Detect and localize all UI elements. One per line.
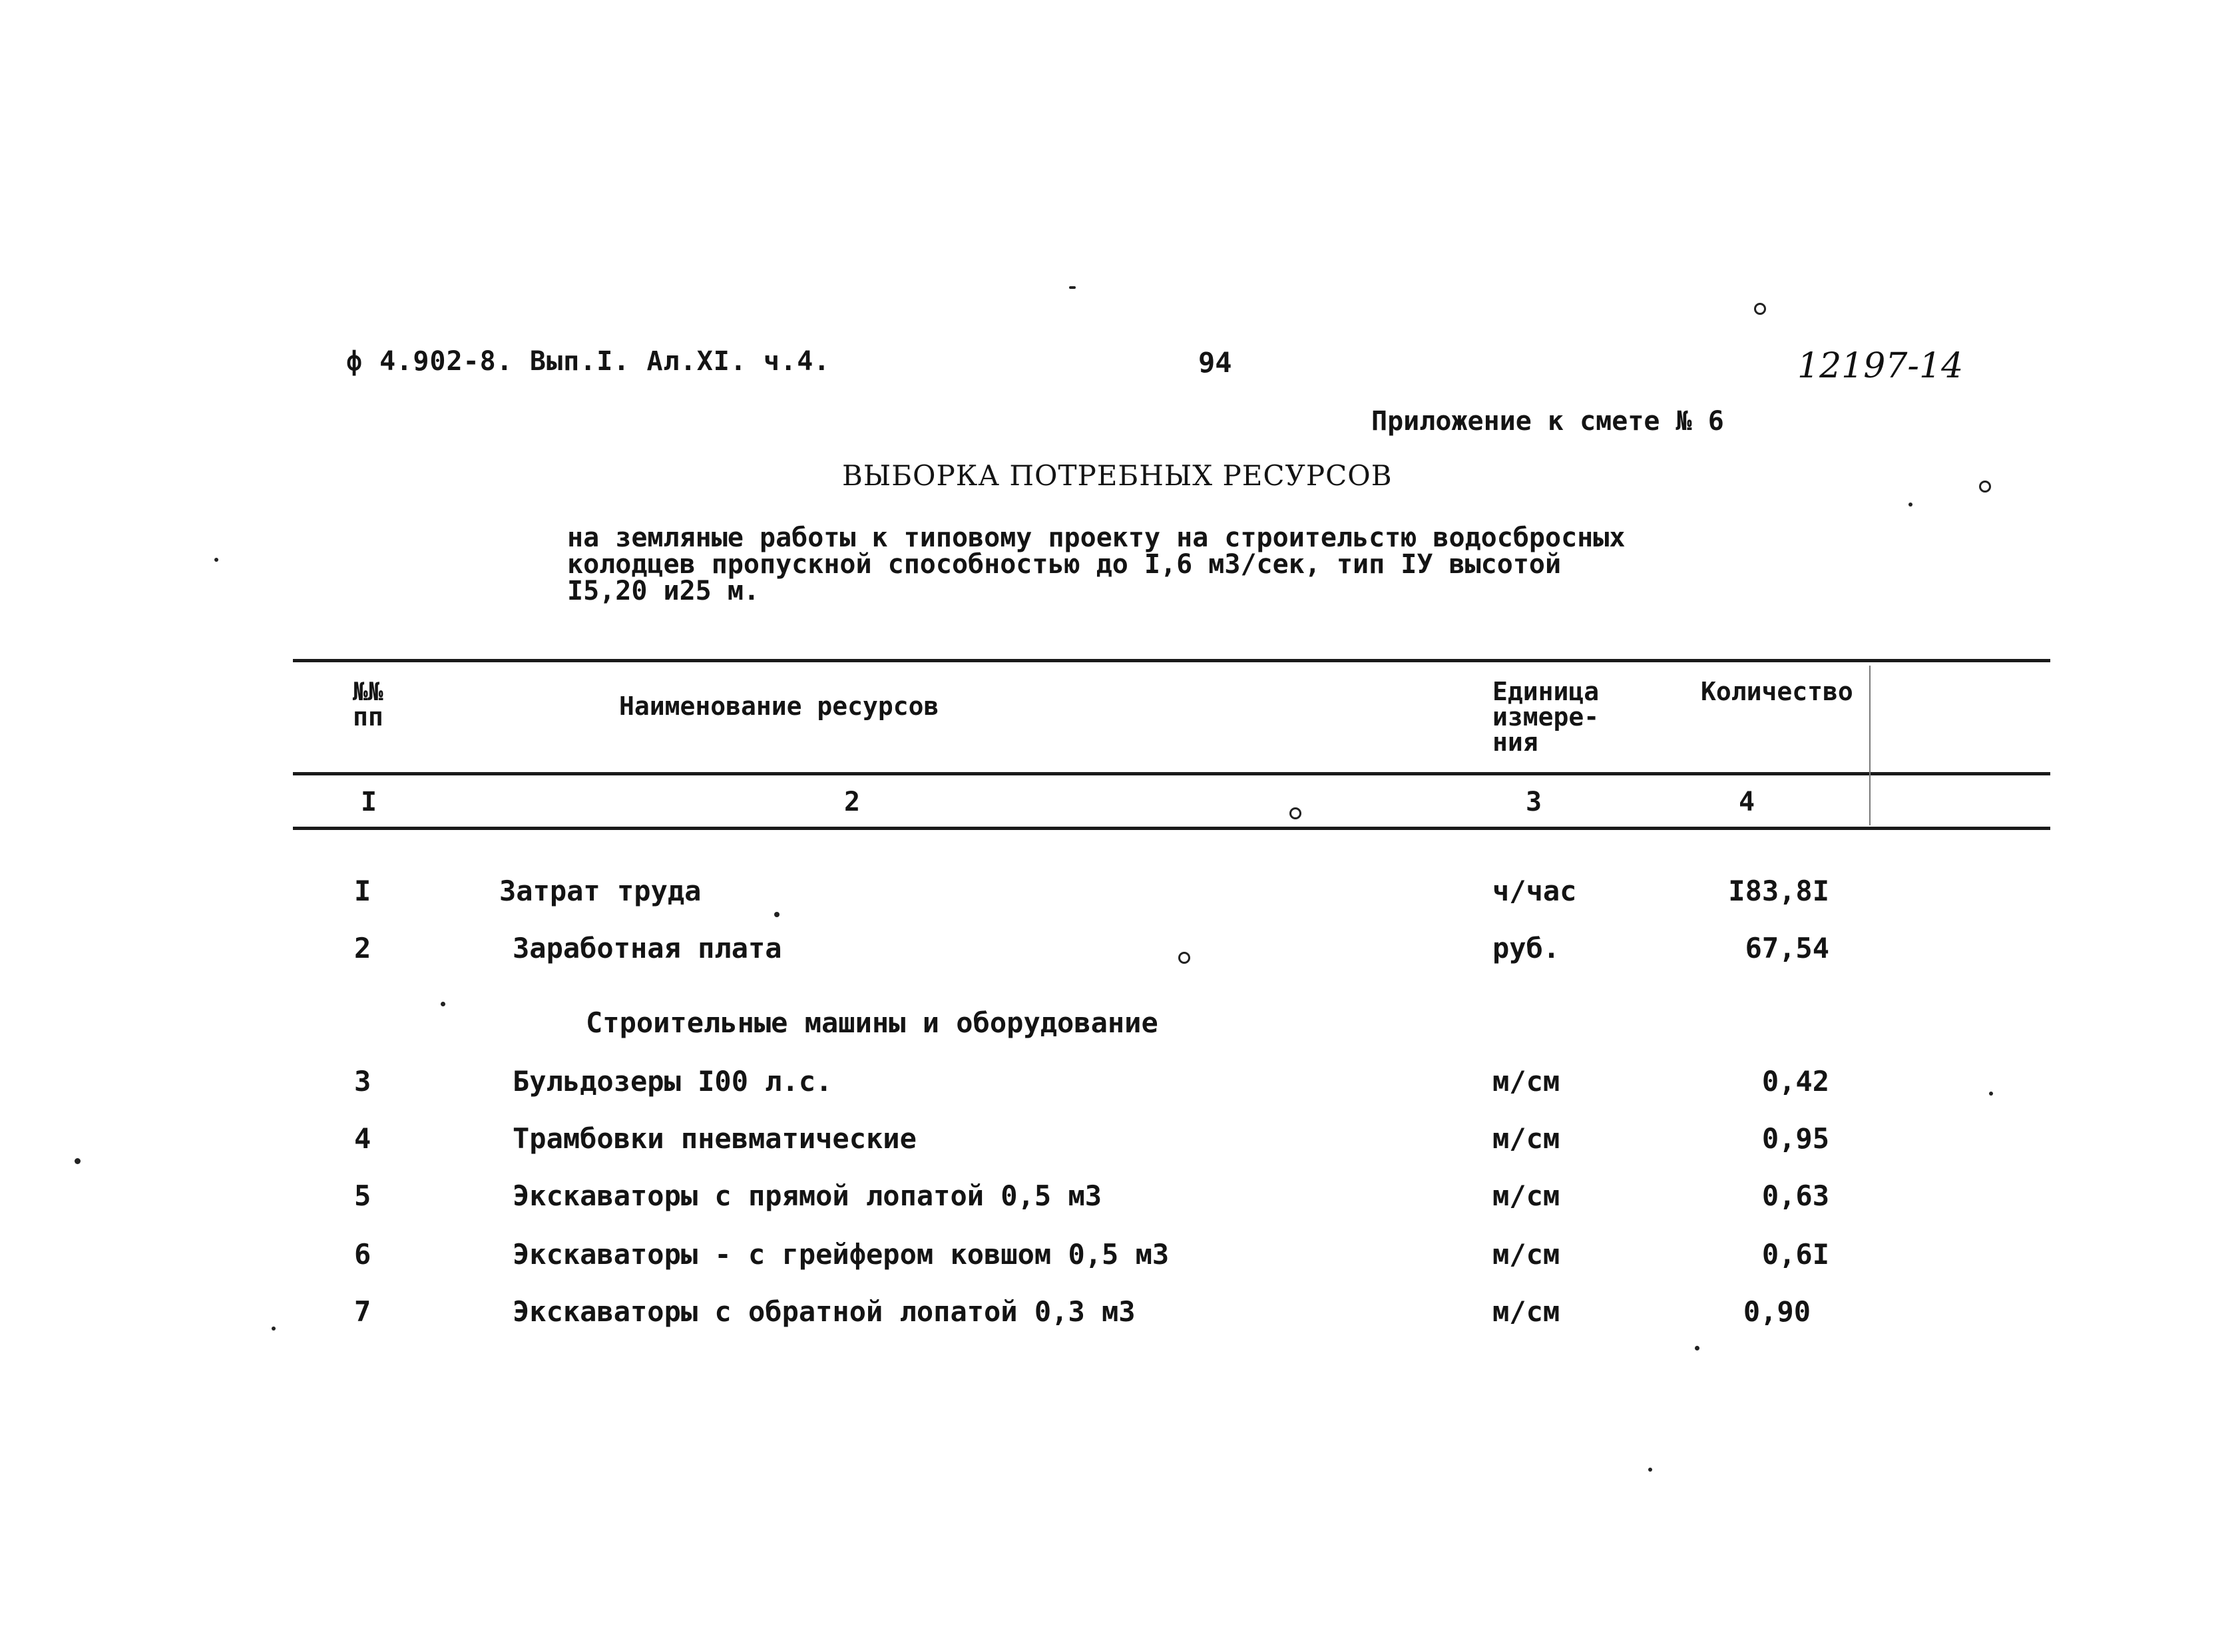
scan-speck <box>441 1002 445 1006</box>
row-5-quantity: 0,63 <box>1761 1179 1829 1212</box>
document-subtitle: на земляные работы к типовому проекту на строительстю водосбросных колодцев пропускной способностью до I,6 м3/сек, тип IУ высотой I5,20 и25 м. <box>567 522 1626 606</box>
scan-speck <box>75 1158 81 1164</box>
page-number: 94 <box>1198 346 1232 379</box>
row-4-number: 4 <box>354 1122 371 1155</box>
row-1-name: Затрат труда <box>499 875 702 907</box>
column-header-unit: Единица измере- ния <box>1492 677 1600 757</box>
row-3-name: Бульдозеры I00 л.с. <box>513 1065 833 1098</box>
row-7-quantity: 0,90 <box>1743 1295 1811 1328</box>
row-1-number: I <box>354 875 371 907</box>
row-5-name: Экскаваторы с прямой лопатой 0,5 м3 <box>513 1179 1102 1212</box>
row-2-name: Заработная плата <box>513 932 782 964</box>
document-reference: ф 4.902-8. Вып.I. Ал.XI. ч.4. <box>346 346 831 377</box>
row-1-quantity: I83,8I <box>1728 875 1829 907</box>
scan-speck <box>1289 807 1301 819</box>
column-header-name: Наименование ресурсов <box>619 692 939 721</box>
section-heading: Строительные машины и оборудование <box>586 1006 1158 1039</box>
scan-speck <box>1178 952 1190 964</box>
row-4-name: Трамбовки пневматические <box>513 1122 917 1155</box>
appendix-label: Приложение к смете № 6 <box>1371 406 1724 437</box>
scan-speck <box>1069 286 1076 289</box>
row-5-number: 5 <box>354 1179 371 1212</box>
scan-speck <box>1648 1468 1652 1472</box>
table-top-rule <box>293 659 2050 662</box>
scan-speck <box>774 912 780 917</box>
row-7-name: Экскаваторы с обратной лопатой 0,3 м3 <box>513 1295 1136 1328</box>
row-6-number: 6 <box>354 1238 371 1271</box>
table-right-separator <box>1869 666 1871 825</box>
column-number-4: 4 <box>1739 787 1755 817</box>
row-7-unit: м/см <box>1492 1295 1560 1328</box>
scan-speck <box>1695 1346 1699 1350</box>
column-header-number: №№ пп <box>353 677 383 731</box>
column-header-quantity: Количество <box>1701 677 1853 706</box>
column-number-1: I <box>361 787 377 817</box>
row-3-unit: м/см <box>1492 1065 1560 1098</box>
column-number-3: 3 <box>1526 787 1542 817</box>
row-5-unit: м/см <box>1492 1179 1560 1212</box>
row-3-quantity: 0,42 <box>1761 1065 1829 1098</box>
row-4-unit: м/см <box>1492 1122 1560 1155</box>
row-2-quantity: 67,54 <box>1745 932 1829 964</box>
row-4-quantity: 0,95 <box>1761 1122 1829 1155</box>
scan-speck <box>1989 1092 1993 1096</box>
row-3-number: 3 <box>354 1065 371 1098</box>
row-2-number: 2 <box>354 932 371 964</box>
row-6-unit: м/см <box>1492 1238 1560 1271</box>
row-2-unit: руб. <box>1492 932 1560 964</box>
scan-speck <box>1754 303 1766 315</box>
scan-speck <box>1979 481 1991 493</box>
handwritten-stamp: 12197-14 <box>1797 346 1964 386</box>
document-title: ВЫБОРКА ПОТРЕБНЫХ РЕСУРСОВ <box>842 459 1393 492</box>
scan-speck <box>214 558 218 562</box>
column-number-2: 2 <box>844 787 861 817</box>
row-1-unit: ч/час <box>1492 875 1577 907</box>
scan-speck <box>1908 503 1912 507</box>
scan-speck <box>272 1327 276 1331</box>
table-colnum-rule <box>293 827 2050 830</box>
row-7-number: 7 <box>354 1295 371 1328</box>
row-6-name: Экскаваторы - с грейфером ковшом 0,5 м3 <box>513 1238 1170 1271</box>
row-6-quantity: 0,6I <box>1761 1238 1829 1271</box>
table-header-rule <box>293 772 2050 775</box>
